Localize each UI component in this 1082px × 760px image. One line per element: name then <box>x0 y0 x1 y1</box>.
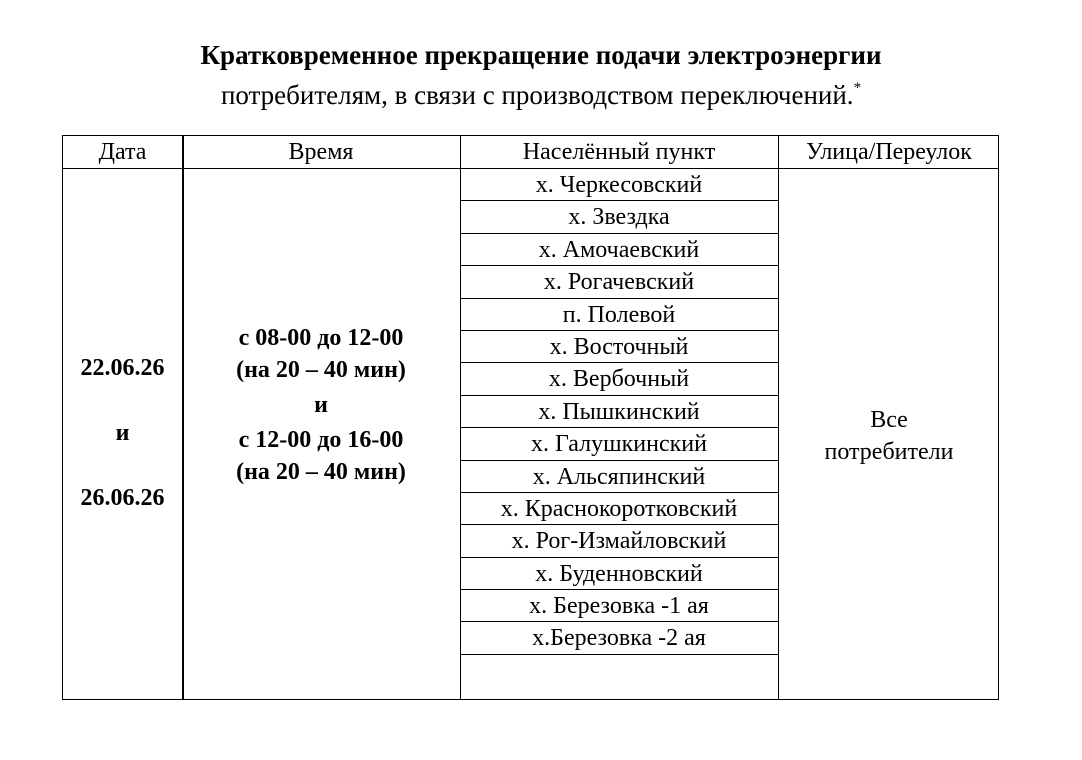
settlement-row: х. Звездка <box>460 201 778 233</box>
settlement-row: х. Альсяпинский <box>460 461 778 493</box>
header-date: Дата <box>98 139 147 165</box>
settlement-row: х. Черкесовский <box>460 169 778 201</box>
time-joiner: и <box>314 392 328 418</box>
settlement-list <box>460 169 778 687</box>
settlement-row: х. Восточный <box>460 331 778 363</box>
time-second-note: (на 20 – 40 мин) <box>236 459 406 485</box>
time-first-note: (на 20 – 40 мин) <box>236 357 406 383</box>
settlement-row: х. Буденновский <box>460 558 778 590</box>
page-title: Кратковременное прекращение подачи электроэнергии <box>200 40 882 70</box>
settlement-row-empty <box>460 655 778 687</box>
outage-table <box>62 135 999 700</box>
settlement-row: х. Амочаевский <box>460 234 778 266</box>
footnote-mark: * <box>853 80 862 96</box>
settlement-row: х. Галушкинский <box>460 428 778 460</box>
header-settlement: Населённый пункт <box>522 139 716 165</box>
subtitle-text: потребителям, в связи с производством переключений. <box>220 80 854 110</box>
settlement-row: х. Пышкинский <box>460 396 778 428</box>
settlement-row: х. Рог-Измайловский <box>460 525 778 557</box>
date-joiner: и <box>115 420 130 446</box>
settlement-row: х.Березовка -2 ая <box>460 622 778 654</box>
time-cell <box>182 322 460 488</box>
street-line: потребители <box>824 439 954 465</box>
date-first: 22.06.26 <box>80 355 165 381</box>
settlement-row: х. Краснокоротковский <box>460 493 778 525</box>
page-subtitle <box>0 80 1082 111</box>
street-cell <box>778 404 1000 468</box>
time-second: с 12-00 до 16-00 <box>238 427 404 453</box>
street-line: Все <box>870 407 908 433</box>
settlement-row: х. Рогачевский <box>460 266 778 298</box>
date-second: 26.06.26 <box>80 485 165 511</box>
settlement-row: х. Березовка -1 ая <box>460 590 778 622</box>
header-street: Улица/Переулок <box>806 139 972 165</box>
time-first: с 08-00 до 12-00 <box>238 325 404 351</box>
header-time: Время <box>288 139 354 165</box>
date-cell <box>63 336 182 531</box>
settlement-row: п. Полевой <box>460 299 778 331</box>
settlement-row: х. Вербочный <box>460 363 778 395</box>
